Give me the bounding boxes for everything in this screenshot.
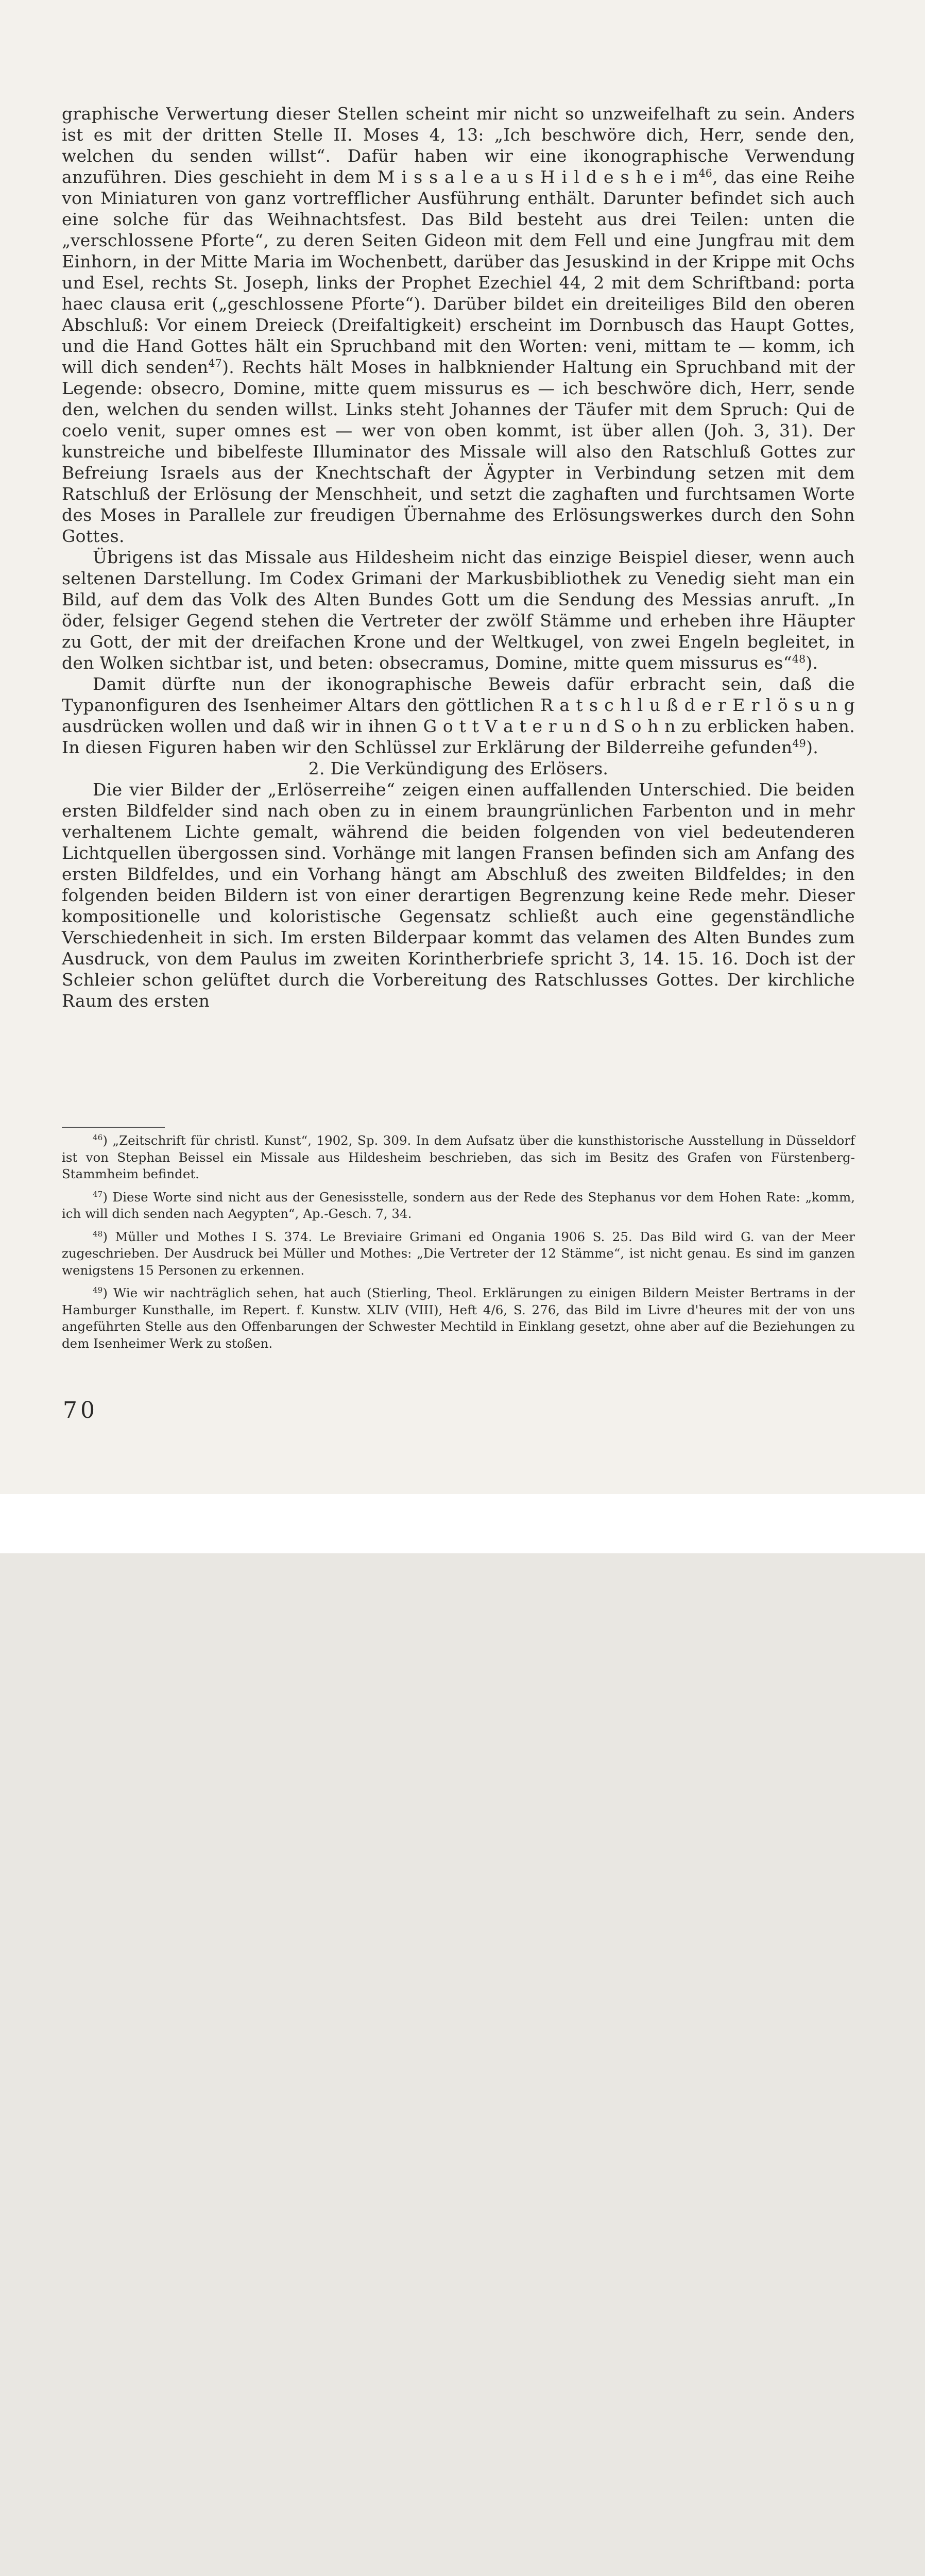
paragraph-2: Übrigens ist das Missale aus Hildesheim nicht das einzige Beispiel dieser, wenn auch seltenen Darstellung. Im Codex Grimani der Markusbibliothek zu Venedig sieht man ein Bild, auf dem das Volk des Alten Bundes Gott um die Sendung des Messias anruft. „In öder, felsiger Gegend stehen die Vertreter der zwölf Stämme und erheben ihre Häupter zu Gott, der mit der dreifachen Krone und der Weltkugel, von zwei Engeln begleitet, in den Wolken sichtbar ist, und beten: obsecramus, Domine, mitte quem missurus es“$^{48}$).: [62, 547, 855, 673]
footnote-divider: [62, 1127, 165, 1128]
paragraph-1: graphische Verwertung dieser Stellen scheint mir nicht so unzweifelhaft zu sein. Anders ist es mit der dritten Stelle II. Moses 4, 13: „Ich beschwöre dich, Herr, sende den, welchen du senden willst“. Dafür haben wir eine ikonographische Verwendung anzuführen. Dies geschieht in dem M i s s a l e a u s H i l d e s h e i $m^{46}$, das eine Reihe von Miniaturen von ganz vortrefflicher Ausführung enthält. Darunter befindet sich auch eine solche für das Weihnachtsfest. Das Bild besteht aus drei Teilen: unten die „verschlossene Pforte“, zu deren Seiten Gideon mit dem Fell und eine Jungfrau mit dem Einhorn, in der Mitte Maria im Wochenbett, darüber das Jesuskind in der Krippe mit Ochs und Esel, rechts St. Joseph, links der Prophet Ezechiel 44, 2 mit dem Schriftband: porta haec clausa erit („geschlossene Pforte“). Darüber bildet ein dreiteiliges Bild den oberen Abschluß: Vor einem Dreieck (Dreifaltigkeit) erscheint im Dornbusch das Haupt Gottes, und die Hand Gottes hält ein Spruchband mit den Worten: veni, mittam te — komm, ich will dich senden$^{47}$). Rechts hält Moses in halbkniender Haltung ein Spruchband mit der Legende: obsecro, Domine, mitte quem missurus es — ich beschwöre dich, Herr, sende den, welchen du senden willst. Links steht Johannes der Täufer mit dem Spruch: Qui de coelo venit, super omnes est — wer von oben kommt, ist über allen (Joh. 3, 31). Der kunstreiche und bibelfeste Illuminator des Missale will also den Ratschluß Gottes zur Befreiung Israels aus der Knechtschaft der Ägypter in Verbindung setzen mit dem Ratschluß der Erlösung der Menschheit, und setzt die zaghaften und furchtsamen Worte des Moses in Parallele zur freudigen Übernahme des Erlösungswerkes durch den Sohn Gottes.: [62, 104, 855, 546]
footnote-46: $^{46}$) „Zeitschrift für christl. Kunst“, 1902, Sp. 309. In dem Aufsatz über die kunsthistorische Ausstellung in Düsseldorf ist von Stephan Beissel ein Missale aus Hildesheim beschrieben, das sich im Besitz des Grafen von Fürstenberg-Stammheim befindet.: [62, 1132, 855, 1181]
footnote-ref-48[interactable]: 48: [792, 653, 806, 665]
footnote-48: $^{48}$) Müller und Mothes I S. 374. Le Breviaire Grimani ed Ongania 1906 S. 25. Das Bild wird G. van der Meer zugeschrieben. Der Ausdruck bei Müller und Mothes: „Die Vertreter der 12 Stämme“, ist nicht genau. Es sind im ganzen wenigstens 15 Personen zu erkennen.: [62, 1229, 855, 1278]
page-number: 70: [63, 1397, 98, 1423]
footnote-49: $^{49}$) Wie wir nachträglich sehen, hat auch (Stierling, Theol. Erklärungen zu einigen Bildern Meister Bertrams in der Hamburger Kunsthalle, im Repert. f. Kunstw. XLIV (VIII), Heft 4/6, S. 276, das Bild im Livre d'heures mit der von uns angeführten Stelle aus den Offenbarungen der Schwester Mechtild in Einklang gesetzt, ohne aber auf die Beziehungen zu dem Isenheimer Werk zu stoßen.: [62, 1285, 855, 1351]
footnote-ref-47[interactable]: 47: [208, 357, 222, 369]
paragraph-3: Damit dürfte nun der ikonographische Beweis dafür erbracht sein, daß die Typanonfiguren des Isenheimer Altars den göttlichen R a t s c h l u ß d e r E r l ö s u n g ausdrücken wollen und daß wir in ihnen G o t t V a t e r u n d S o h n zu erblicken haben. In diesen Figuren haben wir den Schlüssel zur Erklärung der Bilderreihe gefunden$^{49}$).: [62, 674, 855, 757]
footnote-47: $^{47}$) Diese Worte sind nicht aus der Genesisstelle, sondern aus der Rede des Stephanus vor dem Hohen Rate: „komm, ich will dich senden nach Aegypten“, Ap.-Gesch. 7, 34.: [62, 1189, 855, 1221]
footer-bar: [0, 1494, 925, 1553]
paragraph-4: Die vier Bilder der „Erlöserreihe“ zeigen einen auffallenden Unterschied. Die beiden ersten Bildfelder sind nach oben zu in einem braungrünlichen Farbenton und in mehr verhaltenem Lichte gemalt, während die beiden folgenden von viel bedeutenderen Lichtquellen übergossen sind. Vorhänge mit langen Fransen befinden sich am Anfang des ersten Bildfeldes, und ein Vorhang hängt am Abschluß des zweiten Bildfeldes; in den folgenden beiden Bildern ist von einer derartigen Begrenzung keine Rede mehr. Dieser kompositionelle und koloristische Gegensatz schließt auch eine gegenständliche Verschiedenheit in sich. Im ersten Bilderpaar kommt das velamen des Alten Bundes zum Ausdruck, von dem Paulus im zweiten Korintherbriefe spricht 3, 14. 15. 16. Doch ist der Schleier schon gelüftet durch die Vorbereitung des Ratschlusses Gottes. Der kirchliche Raum des ersten: [62, 779, 855, 1011]
footnote-ref-46[interactable]: 46: [698, 167, 713, 179]
footnote-ref-49[interactable]: 49: [792, 737, 807, 750]
footnotes: [62, 1132, 855, 1358]
main-text: [62, 103, 855, 1011]
section-heading: 2. Die Verkündigung des Erlösers.: [308, 758, 609, 778]
